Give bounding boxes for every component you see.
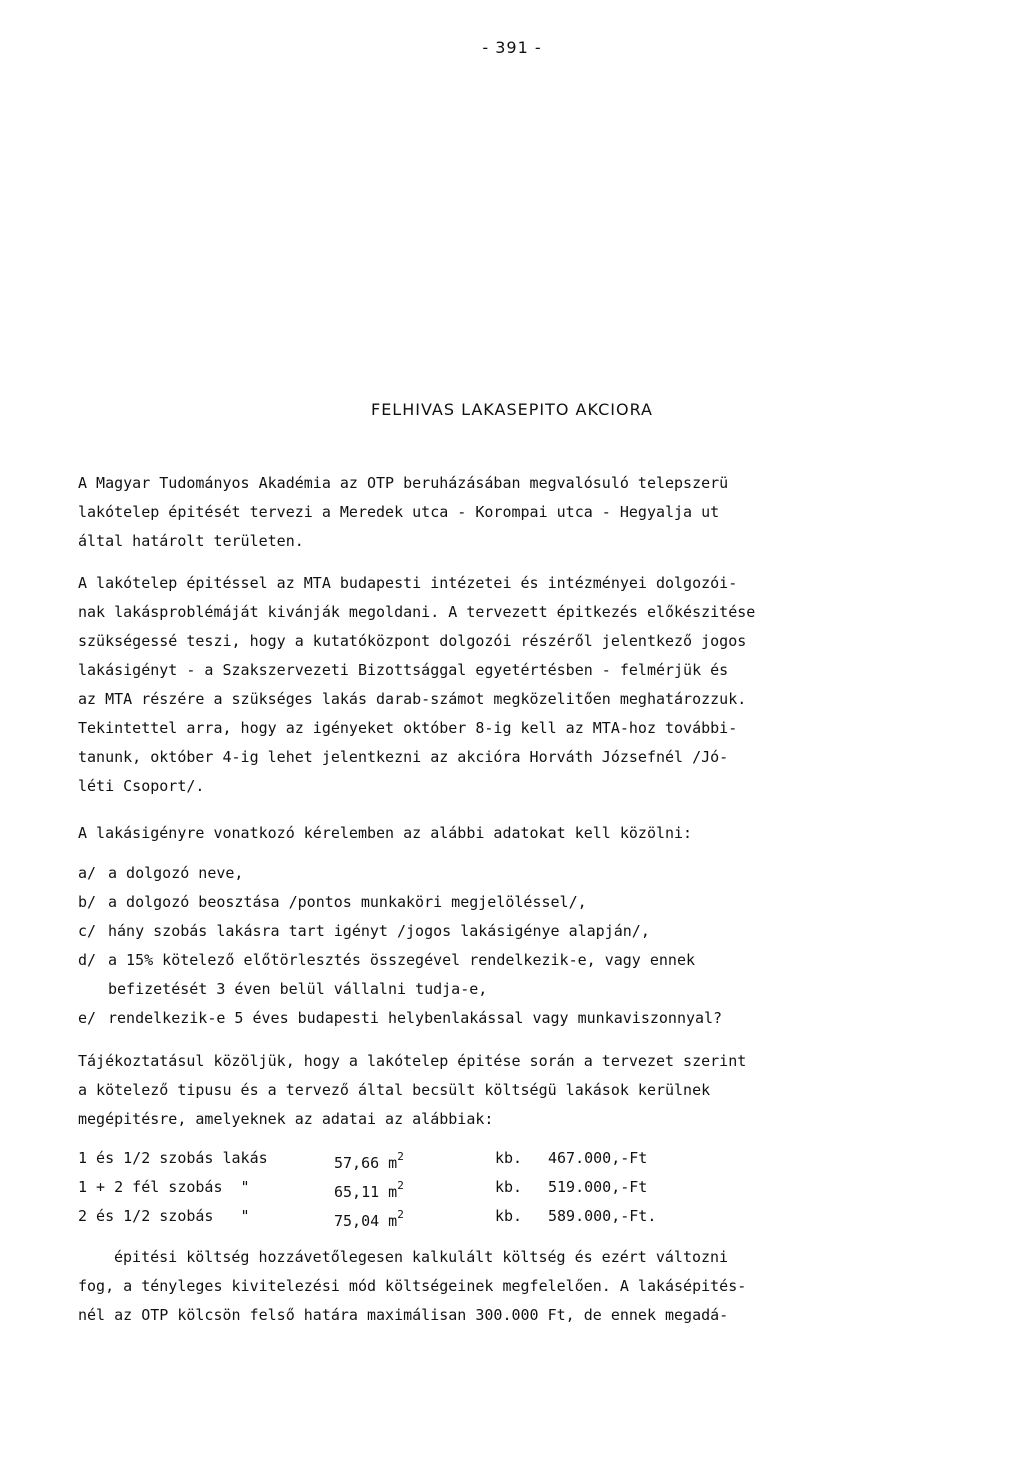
paragraph-request-intro xyxy=(78,819,958,848)
requirements-list xyxy=(78,859,958,1033)
list-item-label: b/ xyxy=(78,893,97,911)
area-value: 57,66 m xyxy=(334,1154,398,1172)
text-line: A lakásigényre vonatkozó kérelemben az alábbi adatokat kell közölni: xyxy=(78,824,693,842)
apartment-type: 1 és 1/2 szobás lakás xyxy=(78,1149,268,1167)
text-line: a kötelező tipusu és a tervező által becsült költségü lakások kerülnek xyxy=(78,1081,711,1099)
list-item xyxy=(78,1004,958,1033)
list-item xyxy=(78,859,958,888)
paragraph-cost-note xyxy=(78,1243,958,1330)
list-item-text: a dolgozó neve, xyxy=(108,864,244,882)
area-unit-exponent: 2 xyxy=(397,1208,404,1221)
apartment-price: 519.000,-Ft xyxy=(548,1178,648,1196)
apartment-cost-table xyxy=(78,1144,958,1231)
list-item-label: c/ xyxy=(78,922,97,940)
approx-label: kb. xyxy=(495,1178,523,1196)
list-item-label: d/ xyxy=(78,951,97,969)
area-value: 75,04 m xyxy=(334,1212,398,1230)
table-row xyxy=(78,1173,958,1202)
table-row xyxy=(78,1144,958,1173)
list-item-text: hány szobás lakásra tart igényt /jogos lakásigénye alapján/, xyxy=(108,922,650,940)
apartment-area xyxy=(334,1202,404,1236)
apartment-price: 589.000,-Ft. xyxy=(548,1207,657,1225)
list-item-label: a/ xyxy=(78,864,97,882)
text-line: épitési költség hozzávetőlegesen kalkulált költség és ezért változni xyxy=(114,1248,729,1266)
text-line: nél az OTP kölcsön felső határa maximálisan 300.000 Ft, de ennek megadá- xyxy=(78,1306,729,1324)
paragraph-intro xyxy=(78,469,958,556)
text-line: Tájékoztatásul közöljük, hogy a lakótelep épitése során a tervezet szerint xyxy=(78,1052,747,1070)
text-line: A Magyar Tudományos Akadémia az OTP beruházásában megvalósuló telepszerü xyxy=(78,474,729,492)
table-row xyxy=(78,1202,958,1231)
approx-label: kb. xyxy=(495,1149,523,1167)
text-line: által határolt területen. xyxy=(78,532,304,550)
apartment-price: 467.000,-Ft xyxy=(548,1149,648,1167)
text-line: lakásigényt - a Szakszervezeti Bizottsággal egyetértésben - felmérjük és xyxy=(78,661,729,679)
list-item-continuation: befizetését 3 éven belül vállalni tudja-e, xyxy=(108,980,488,998)
text-line: az MTA részére a szükséges lakás darab-számot megközelitően meghatározzuk. xyxy=(78,690,747,708)
area-value: 65,11 m xyxy=(334,1183,398,1201)
text-line: nak lakásproblémáját kivánják megoldani. A tervezett épitkezés előkészitése xyxy=(78,603,756,621)
approx-label: kb. xyxy=(495,1207,523,1225)
list-item-label: e/ xyxy=(78,1009,97,1027)
text-line: megépitésre, amelyeknek az adatai az alábbiak: xyxy=(78,1110,494,1128)
text-line: fog, a tényleges kivitelezési mód költségeinek megfelelően. A lakásépités- xyxy=(78,1277,747,1295)
page-number: - 391 - xyxy=(482,38,542,57)
apartment-type: 2 és 1/2 szobás " xyxy=(78,1207,250,1225)
list-item xyxy=(78,917,958,946)
paragraph-details xyxy=(78,569,958,801)
document-title: FELHIVAS LAKASEPITO AKCIORA xyxy=(370,400,653,419)
list-item-text: a dolgozó beosztása /pontos munkaköri megjelöléssel/, xyxy=(108,893,587,911)
paragraph-information xyxy=(78,1047,958,1134)
list-item-text: rendelkezik-e 5 éves budapesti helybenlakással vagy munkaviszonnyal? xyxy=(108,1009,723,1027)
text-line: Tekintettel arra, hogy az igényeket október 8-ig kell az MTA-hoz további- xyxy=(78,719,738,737)
list-item xyxy=(78,946,958,975)
area-unit-exponent: 2 xyxy=(397,1179,404,1192)
area-unit-exponent: 2 xyxy=(397,1150,404,1163)
list-item-text: a 15% kötelező előtörlesztés összegével rendelkezik-e, vagy ennek xyxy=(108,951,695,969)
apartment-type: 1 + 2 fél szobás " xyxy=(78,1178,250,1196)
text-line: tanunk, október 4-ig lehet jelentkezni az akcióra Horváth Józsefnél /Jó- xyxy=(78,748,729,766)
text-line: A lakótelep épitéssel az MTA budapesti intézetei és intézményei dolgozói- xyxy=(78,574,738,592)
text-line: léti Csoport/. xyxy=(78,777,205,795)
text-line: szükségessé teszi, hogy a kutatóközpont dolgozói részéről jelentkező jogos xyxy=(78,632,747,650)
text-line: lakótelep épitését tervezi a Meredek utca - Korompai utca - Hegyalja ut xyxy=(78,503,720,521)
list-item xyxy=(78,888,958,917)
